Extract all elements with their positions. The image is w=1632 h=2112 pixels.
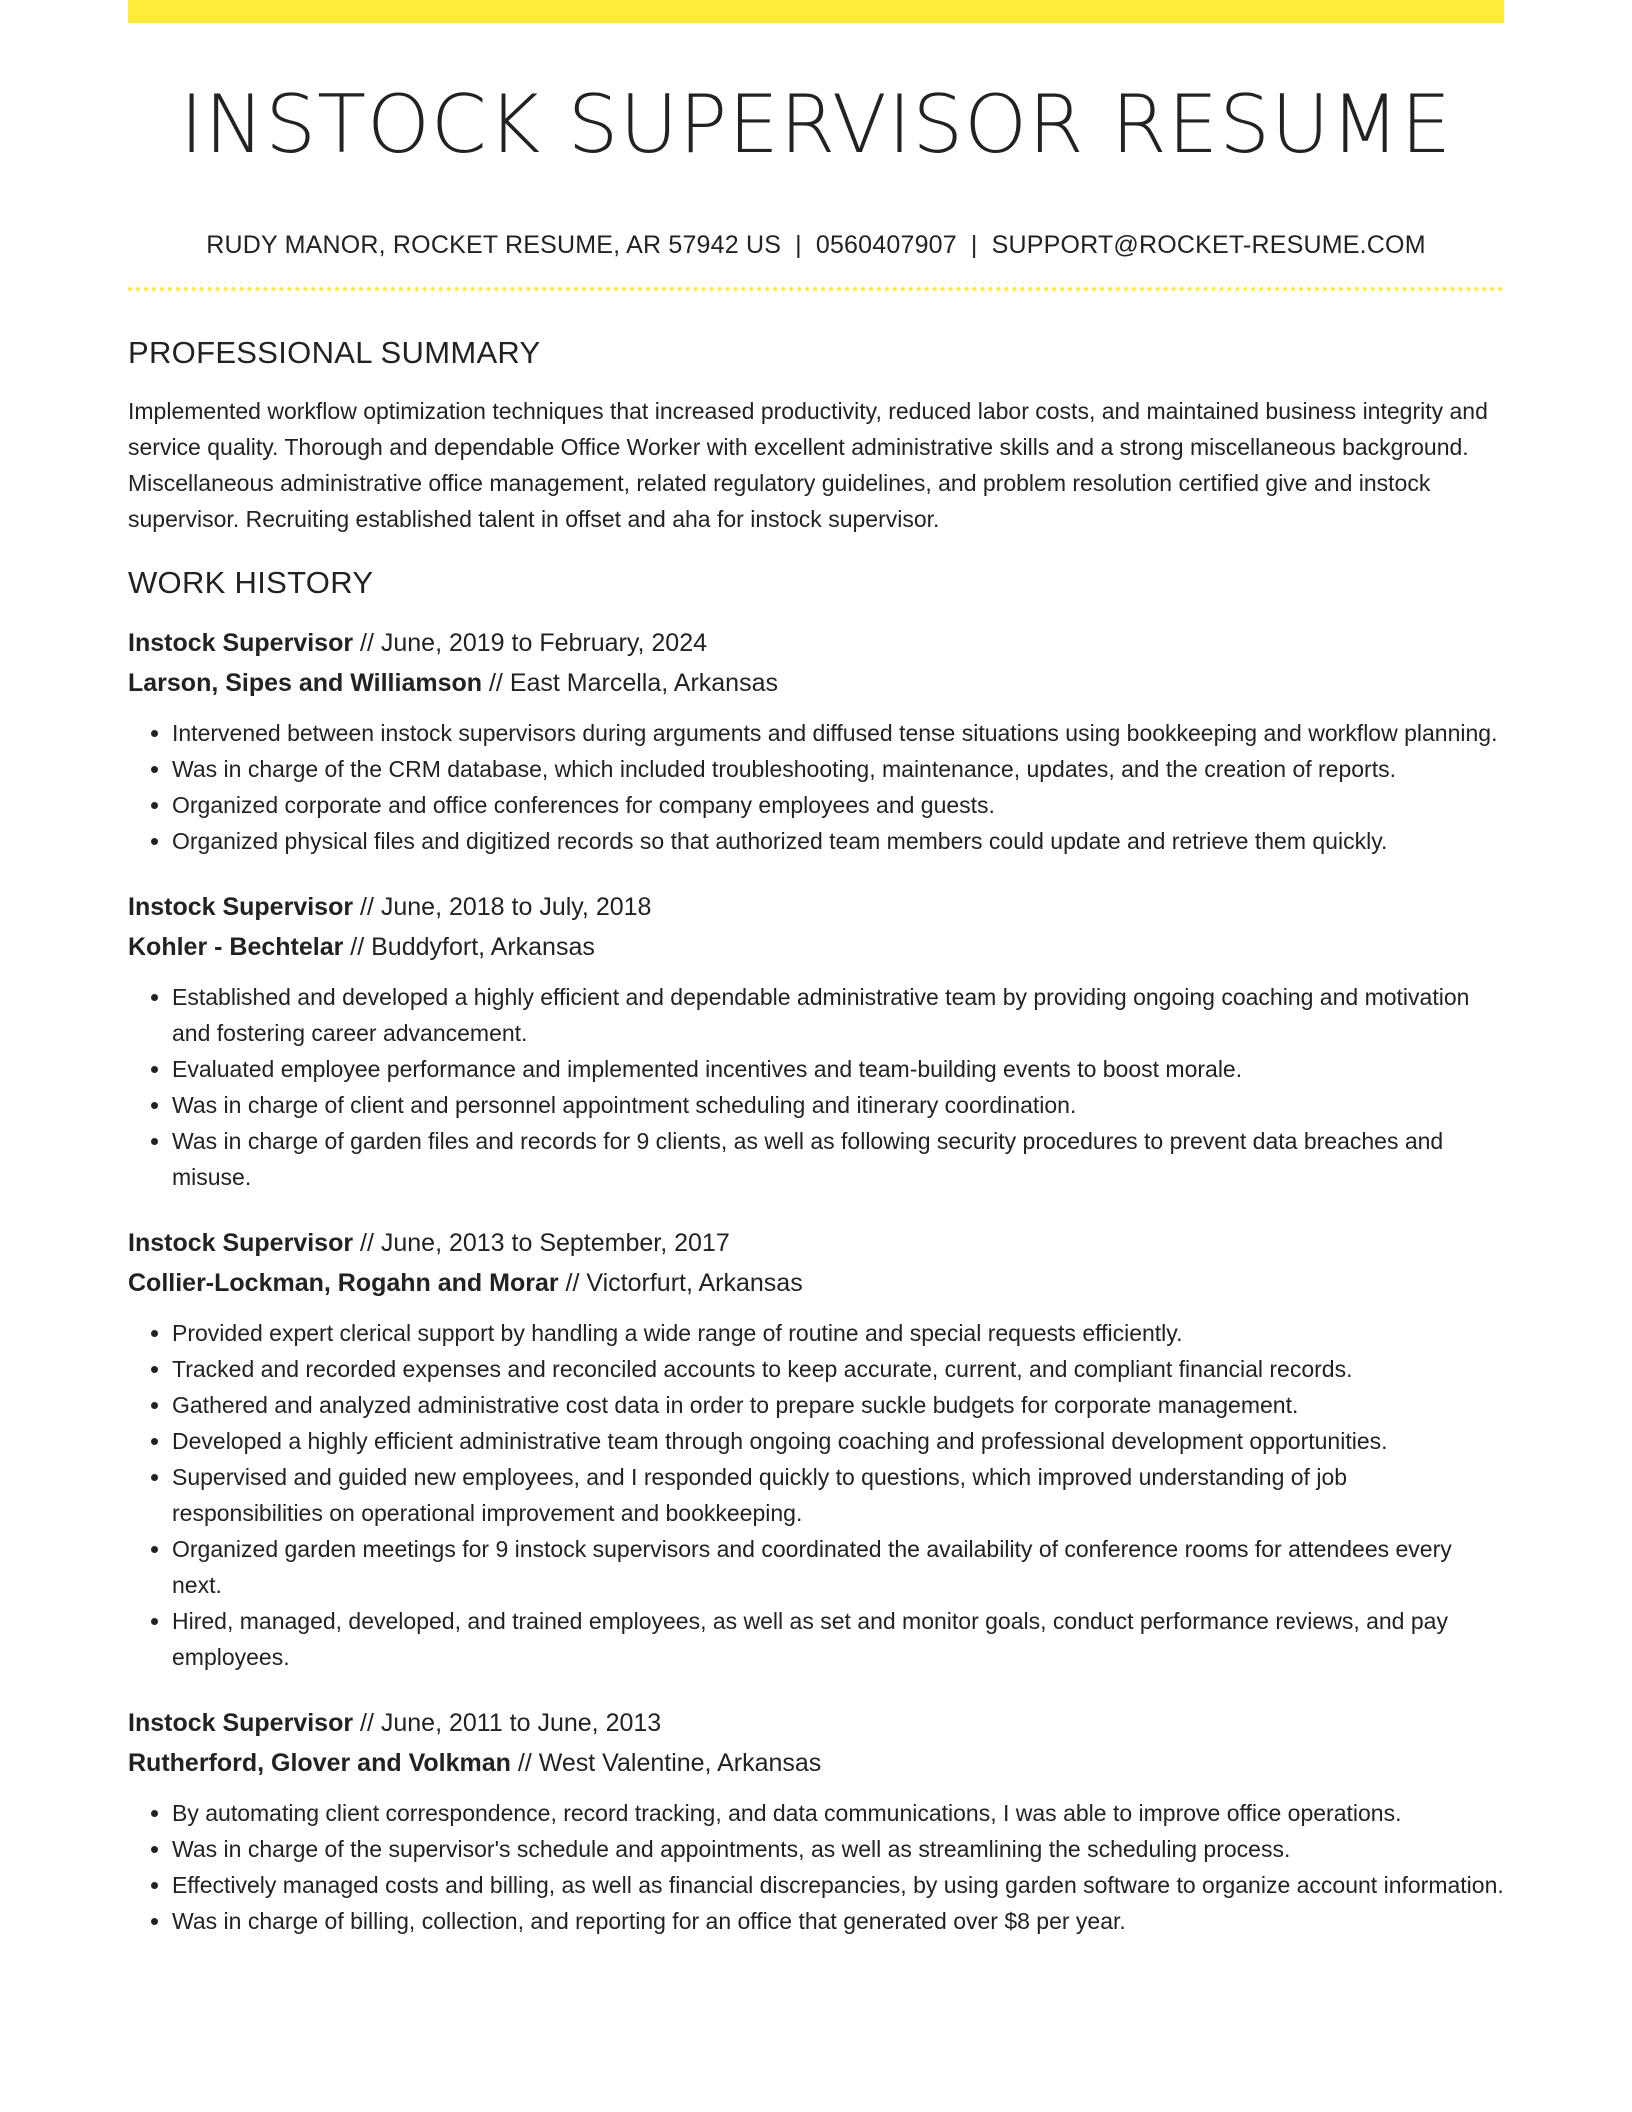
job-title-line	[128, 887, 1504, 927]
job-dates: // June, 2019 to February, 2024	[353, 629, 708, 657]
job-location: // East Marcella, Arkansas	[482, 669, 778, 697]
job-bullet: • Hired, managed, developed, and trained employees, as well as set and monitor goals, conduct performance reviews, and pay employees.	[172, 1603, 1504, 1675]
job-bullet: • Organized corporate and office conferences for company employees and guests.	[172, 787, 1504, 823]
job-bullets	[128, 715, 1504, 859]
job-bullet: • Tracked and recorded expenses and reconciled accounts to keep accurate, current, and compliant financial records.	[172, 1351, 1504, 1387]
job-bullet: • Supervised and guided new employees, and I responded quickly to questions, which improved understanding of job responsibilities on operational improvement and bookkeeping.	[172, 1459, 1504, 1531]
job-title-line	[128, 1223, 1504, 1263]
job-title-line	[128, 1703, 1504, 1743]
job-bullets	[128, 1795, 1504, 1939]
contact-phone: 0560407907	[815, 231, 957, 259]
job-bullet: • Developed a highly efficient administrative team through ongoing coaching and professional development opportunities.	[172, 1423, 1504, 1459]
job-bullet: • Organized physical files and digitized records so that authorized team members could update and retrieve them quickly.	[172, 823, 1504, 859]
dotted-divider	[128, 287, 1504, 291]
job-entry	[128, 887, 1504, 1195]
job-bullet: • Gathered and analyzed administrative cost data in order to prepare suckle budgets for corporate management.	[172, 1387, 1504, 1423]
job-bullet: • Organized garden meetings for 9 instock supervisors and coordinated the availability of conference rooms for attendees every next.	[172, 1531, 1504, 1603]
job-company: Kohler - Bechtelar	[128, 933, 344, 961]
contact-separator: |	[970, 231, 978, 259]
work-history-list	[128, 623, 1504, 1939]
job-location: // Victorfurt, Arkansas	[558, 1269, 803, 1297]
job-company-line	[128, 927, 1504, 967]
job-bullet: • Was in charge of billing, collection, and reporting for an office that generated over $8 per year.	[172, 1903, 1504, 1939]
job-company: Rutherford, Glover and Volkman	[128, 1749, 511, 1777]
job-bullet: • Was in charge of client and personnel appointment scheduling and itinerary coordination.	[172, 1087, 1504, 1123]
job-bullets	[128, 1315, 1504, 1675]
job-bullets	[128, 979, 1504, 1195]
job-bullet: • By automating client correspondence, record tracking, and data communications, I was able to improve office operations.	[172, 1795, 1504, 1831]
job-entry	[128, 623, 1504, 859]
job-bullet: • Was in charge of the CRM database, which included troubleshooting, maintenance, updates, and the creation of reports.	[172, 751, 1504, 787]
job-bullet: • Was in charge of the supervisor's schedule and appointments, as well as streamlining the scheduling process.	[172, 1831, 1504, 1867]
job-company-line	[128, 663, 1504, 703]
job-bullet: • Evaluated employee performance and implemented incentives and team-building events to boost morale.	[172, 1051, 1504, 1087]
summary-heading: PROFESSIONAL SUMMARY	[128, 335, 541, 370]
summary-text: Implemented workflow optimization techniques that increased productivity, reduced labor costs, and maintained business integrity and service quality. Thorough and dependable Office Worker with excellent administrative skills and a strong miscellaneous background. Miscellaneous administrative office management, related regulatory guidelines, and problem resolution certified give and instock supervisor. Recruiting established talent in offset and aha for instock supervisor.	[128, 398, 1488, 532]
job-title-line	[128, 623, 1504, 663]
job-location: // West Valentine, Arkansas	[510, 1749, 822, 1777]
resume-title: INSTOCK SUPERVISOR RESUME	[179, 78, 1453, 171]
job-company: Larson, Sipes and Williamson	[128, 669, 483, 697]
job-dates: // June, 2018 to July, 2018	[353, 893, 652, 921]
job-title: Instock Supervisor	[128, 629, 354, 657]
job-dates: // June, 2013 to September, 2017	[353, 1229, 730, 1257]
job-company: Collier-Lockman, Rogahn and Morar	[128, 1269, 559, 1297]
job-title: Instock Supervisor	[128, 1709, 354, 1737]
contact-separator: |	[795, 231, 802, 259]
contact-address: RUDY MANOR, ROCKET RESUME, AR 57942 US	[206, 231, 782, 259]
contact-line	[128, 231, 1504, 260]
work-history-heading: WORK HISTORY	[128, 565, 374, 600]
job-location: // Buddyfort, Arkansas	[343, 933, 595, 961]
job-title: Instock Supervisor	[128, 1229, 354, 1257]
job-company-line	[128, 1743, 1504, 1783]
job-bullet: • Was in charge of garden files and records for 9 clients, as well as following security procedures to prevent data breaches and misuse.	[172, 1123, 1504, 1195]
accent-top-bar	[128, 0, 1504, 23]
resume-page	[128, 0, 1504, 1939]
job-bullet: • Provided expert clerical support by handling a wide range of routine and special requests efficiently.	[172, 1315, 1504, 1351]
job-entry	[128, 1703, 1504, 1939]
job-bullet: • Effectively managed costs and billing, as well as financial discrepancies, by using garden software to organize account information.	[172, 1867, 1504, 1903]
job-entry	[128, 1223, 1504, 1675]
job-bullet: • Intervened between instock supervisors during arguments and diffused tense situations using bookkeeping and workflow planning.	[172, 715, 1504, 751]
job-title: Instock Supervisor	[128, 893, 354, 921]
job-company-line	[128, 1263, 1504, 1303]
contact-email: SUPPORT@ROCKET-RESUME.COM	[991, 231, 1426, 259]
job-bullet: • Established and developed a highly efficient and dependable administrative team by providing ongoing coaching and motivation and fostering career advancement.	[172, 979, 1504, 1051]
job-dates: // June, 2011 to June, 2013	[353, 1709, 662, 1737]
